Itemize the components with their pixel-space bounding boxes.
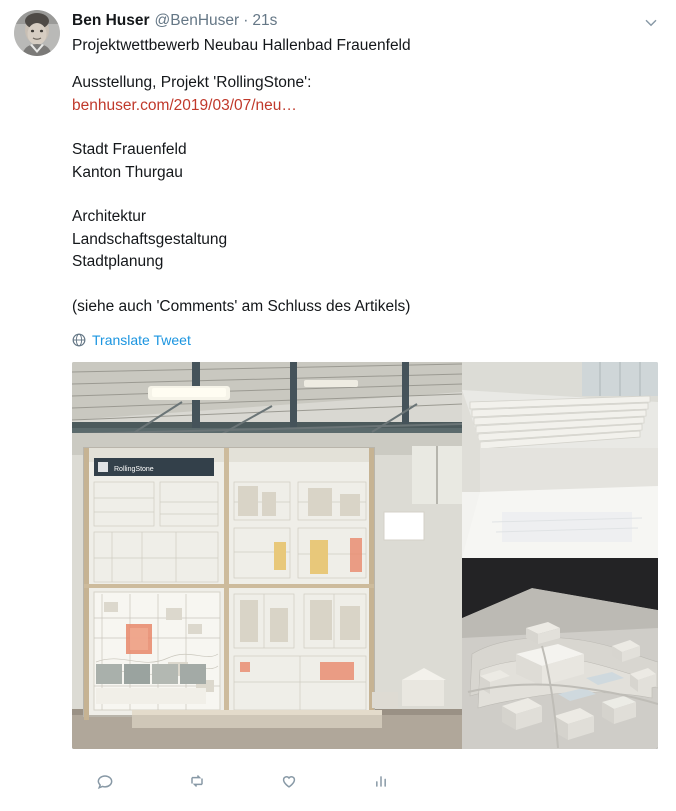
name-row: [72, 11, 662, 31]
article-link[interactable]: benhuser.com/2019/03/07/neu…: [72, 96, 297, 114]
tweet-text-line: Kanton Thurgau: [72, 163, 183, 181]
display-name[interactable]: Ben Huser: [72, 12, 150, 29]
chevron-down-icon[interactable]: [640, 12, 662, 34]
tweet-actions: [72, 761, 658, 801]
retweet-button[interactable]: [178, 762, 216, 800]
tweet-text-spacer: [72, 117, 662, 139]
translate-tweet-button[interactable]: [72, 332, 662, 348]
tweet-text-line: Stadt Frauenfeld: [72, 141, 187, 158]
timestamp[interactable]: 21s: [252, 12, 278, 29]
tweet-text-link-line: [72, 95, 662, 118]
reply-button[interactable]: [86, 762, 124, 800]
svg-text:RollingStone: RollingStone: [114, 466, 154, 473]
media-photo-competition-board[interactable]: [72, 362, 462, 749]
tweet-text-line: Ausstellung, Projekt 'RollingStone':: [72, 74, 312, 91]
translate-tweet-label: Translate Tweet: [92, 332, 191, 348]
media-photo-model-interior[interactable]: [462, 362, 658, 558]
globe-icon: [72, 333, 86, 347]
tweet-text-line: Stadtplanung: [72, 253, 164, 270]
tweet-header-text: [72, 10, 662, 56]
media-photo-site-model[interactable]: [462, 558, 658, 749]
tweet-text-line: (siehe auch 'Comments' am Schluss des Artikels): [72, 297, 411, 315]
analytics-button[interactable]: [362, 762, 400, 800]
tweet-text-line: Architektur: [72, 208, 147, 225]
tweet-text-spacer: [72, 274, 662, 296]
tweet-title: Projektwettbewerb Neubau Hallenbad Frauenfeld: [72, 37, 411, 54]
tweet-text-spacer: [72, 184, 662, 206]
user-handle[interactable]: @BenHuser: [154, 12, 240, 29]
tweet-header: [14, 10, 662, 56]
tweet-text: [72, 72, 662, 318]
avatar[interactable]: [14, 10, 60, 56]
like-button[interactable]: [270, 762, 308, 800]
separator-dot: ·: [243, 12, 249, 29]
tweet-text-line: Landschaftsgestaltung: [72, 230, 228, 248]
media-grid: [72, 362, 658, 749]
